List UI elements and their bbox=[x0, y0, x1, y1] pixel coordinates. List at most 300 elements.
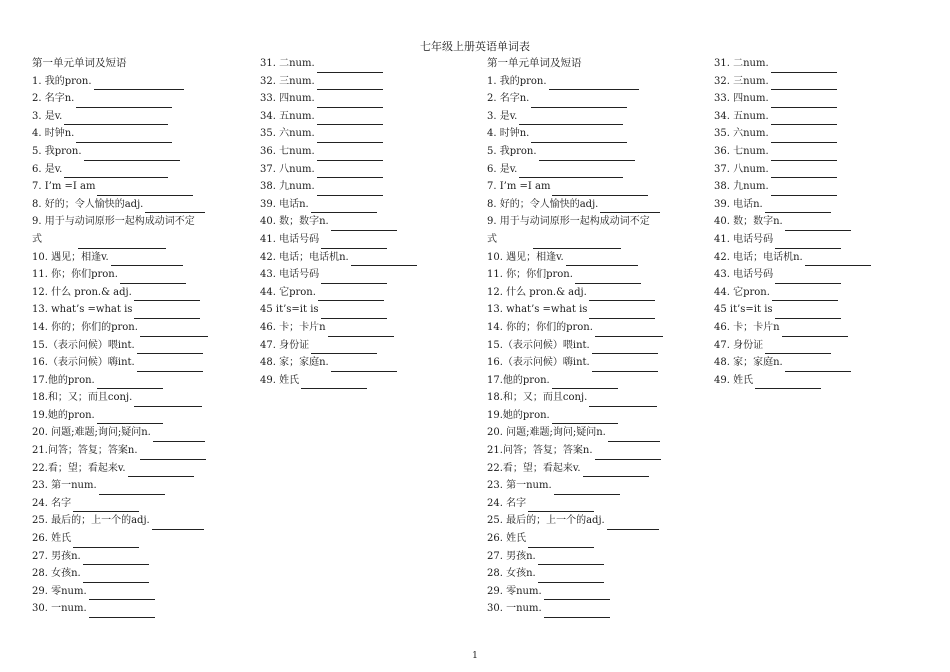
answer-blank bbox=[128, 464, 194, 477]
answer-blank bbox=[771, 130, 837, 143]
vocab-prompt: 40. 数；数字n. bbox=[260, 216, 329, 228]
answer-blank bbox=[552, 411, 618, 424]
vocab-prompt: 3. 是v. bbox=[487, 110, 518, 122]
answer-blank bbox=[94, 77, 184, 90]
answer-blank bbox=[771, 165, 837, 178]
answer-blank bbox=[317, 60, 383, 73]
vocab-prompt: 5. 我pron. bbox=[32, 145, 82, 157]
answer-blank bbox=[608, 429, 660, 442]
answer-blank bbox=[544, 587, 610, 600]
vocab-item bbox=[32, 319, 208, 337]
vocab-prompt: 36. 七num. bbox=[714, 145, 769, 157]
answer-blank bbox=[549, 77, 639, 90]
vocab-prompt: 23. 第一num. bbox=[487, 480, 552, 492]
vocab-item bbox=[32, 178, 208, 196]
vocab-item bbox=[487, 407, 663, 425]
vocab-prompt: 42. 电话；电话机n. bbox=[260, 251, 349, 263]
vocab-item bbox=[714, 337, 871, 355]
answer-blank bbox=[89, 587, 155, 600]
vocab-prompt: 8. 好的；令人愉快的adj. bbox=[32, 198, 144, 210]
vocab-item bbox=[487, 389, 663, 407]
answer-blank bbox=[321, 271, 387, 284]
vocab-item bbox=[487, 161, 663, 179]
vocab-item bbox=[487, 337, 663, 355]
answer-blank bbox=[595, 324, 663, 337]
answer-blank bbox=[321, 306, 387, 319]
vocab-item bbox=[32, 548, 208, 566]
vocab-prompt: 20. 问题;难题;询问;疑问n. bbox=[487, 427, 606, 439]
vocab-prompt: 1. 我的pron. bbox=[32, 75, 92, 87]
vocab-prompt: 24. 名字 bbox=[32, 497, 72, 509]
vocab-prompt: 10. 遇见；相逢v. bbox=[487, 251, 564, 263]
answer-blank bbox=[575, 271, 641, 284]
vocab-item bbox=[260, 90, 417, 108]
answer-blank bbox=[589, 306, 655, 319]
answer-blank bbox=[140, 324, 208, 337]
answer-blank bbox=[311, 200, 377, 213]
answer-blank bbox=[589, 394, 657, 407]
vocab-prompt: 33. 四num. bbox=[714, 93, 769, 105]
answer-blank bbox=[153, 429, 205, 442]
vocab-item bbox=[487, 73, 663, 91]
answer-blank bbox=[765, 200, 831, 213]
vocab-item bbox=[32, 372, 208, 390]
word-column-4 bbox=[714, 55, 871, 389]
answer-blank bbox=[805, 253, 871, 266]
vocab-item bbox=[487, 301, 663, 319]
vocab-prompt: 28. 女孩n. bbox=[487, 568, 536, 580]
vocab-prompt: 7. I’m =I am bbox=[487, 181, 551, 193]
answer-blank bbox=[538, 570, 604, 583]
vocab-prompt: 式 bbox=[487, 233, 497, 245]
vocab-prompt: 25. 最后的；上一个的adj. bbox=[32, 515, 150, 527]
vocab-prompt: 29. 零num. bbox=[487, 585, 542, 597]
vocab-item bbox=[32, 73, 208, 91]
vocab-prompt: 22.看；望；看起来v. bbox=[32, 462, 126, 474]
section-heading: 第一单元单词及短语 bbox=[487, 57, 582, 69]
vocab-item bbox=[32, 196, 208, 214]
answer-blank bbox=[137, 341, 203, 354]
vocab-prompt: 19.她的pron. bbox=[32, 409, 95, 421]
vocab-item bbox=[714, 161, 871, 179]
vocab-item bbox=[714, 143, 871, 161]
answer-blank bbox=[772, 288, 838, 301]
vocab-prompt: 48. 家；家庭n. bbox=[714, 357, 783, 369]
answer-blank bbox=[311, 341, 377, 354]
vocab-prompt: 23. 第一num. bbox=[32, 480, 97, 492]
vocab-item bbox=[487, 495, 663, 513]
vocab-prompt: 9. 用于与动词原形一起构成动词不定 bbox=[487, 216, 650, 228]
vocab-prompt: 43. 电话号码 bbox=[260, 269, 320, 281]
answer-blank bbox=[84, 148, 180, 161]
vocab-prompt: 2. 名字n. bbox=[487, 93, 530, 105]
answer-blank bbox=[152, 517, 204, 530]
vocab-prompt: 14. 你的；你们的pron. bbox=[487, 321, 593, 333]
vocab-item bbox=[260, 108, 417, 126]
vocab-item bbox=[487, 196, 663, 214]
vocab-prompt: 6. 是v. bbox=[32, 163, 63, 175]
answer-blank bbox=[771, 183, 837, 196]
vocab-prompt: 式 bbox=[32, 233, 42, 245]
vocab-item bbox=[714, 55, 871, 73]
vocab-prompt: 11. 你；你们pron. bbox=[487, 269, 573, 281]
vocab-item bbox=[714, 301, 871, 319]
answer-blank bbox=[771, 148, 837, 161]
answer-blank bbox=[607, 517, 659, 530]
answer-blank bbox=[137, 359, 203, 372]
answer-blank bbox=[97, 376, 163, 389]
vocab-prompt: 31. 二num. bbox=[260, 58, 315, 69]
answer-blank bbox=[566, 253, 638, 266]
vocab-item bbox=[487, 548, 663, 566]
vocab-item bbox=[487, 460, 663, 478]
vocab-item bbox=[487, 354, 663, 372]
vocab-item bbox=[260, 55, 417, 73]
vocab-item bbox=[32, 389, 208, 407]
answer-blank bbox=[771, 95, 837, 108]
vocab-prompt: 38. 九num. bbox=[714, 181, 769, 193]
vocab-item bbox=[260, 337, 417, 355]
vocab-item bbox=[260, 196, 417, 214]
vocab-prompt: 41. 电话号码 bbox=[260, 233, 320, 245]
answer-blank bbox=[528, 535, 594, 548]
vocab-prompt: 12. 什么 pron.& adj. bbox=[32, 286, 132, 298]
vocab-prompt: 24. 名字 bbox=[487, 497, 527, 509]
vocab-prompt: 27. 男孩n. bbox=[32, 550, 81, 562]
vocab-prompt: 38. 九num. bbox=[260, 181, 315, 193]
vocab-item bbox=[260, 354, 417, 372]
vocab-item bbox=[32, 495, 208, 513]
answer-blank bbox=[140, 447, 206, 460]
answer-blank bbox=[134, 394, 202, 407]
answer-blank bbox=[328, 324, 394, 337]
answer-blank bbox=[321, 236, 387, 249]
vocab-item bbox=[487, 583, 663, 601]
vocab-item bbox=[487, 530, 663, 548]
answer-blank bbox=[600, 200, 660, 213]
vocab-item bbox=[714, 372, 871, 390]
vocab-item bbox=[260, 143, 417, 161]
vocab-item bbox=[32, 284, 208, 302]
vocab-item bbox=[714, 319, 871, 337]
answer-blank bbox=[583, 464, 649, 477]
vocab-prompt: 5. 我pron. bbox=[487, 145, 537, 157]
answer-blank bbox=[73, 499, 139, 512]
answer-blank bbox=[120, 271, 186, 284]
answer-blank bbox=[97, 183, 193, 196]
vocab-item bbox=[32, 530, 208, 548]
vocab-item bbox=[487, 178, 663, 196]
vocab-prompt: 10. 遇见；相逢v. bbox=[32, 251, 109, 263]
vocab-prompt: 40. 数；数字n. bbox=[714, 216, 783, 228]
vocab-item bbox=[32, 249, 208, 267]
answer-blank bbox=[765, 341, 831, 354]
answer-blank bbox=[83, 552, 149, 565]
vocab-prompt: 49. 姓氏 bbox=[714, 374, 754, 386]
answer-blank bbox=[554, 482, 620, 495]
vocab-prompt: 39. 电话n. bbox=[260, 198, 309, 210]
vocab-item bbox=[714, 178, 871, 196]
answer-blank bbox=[64, 165, 168, 178]
vocab-prompt: 7. I’m =I am bbox=[32, 181, 96, 193]
vocab-item bbox=[260, 249, 417, 267]
vocab-prompt: 34. 五num. bbox=[260, 110, 315, 122]
vocab-prompt: 18.和；又；而且conj. bbox=[32, 392, 133, 404]
answer-blank bbox=[317, 130, 383, 143]
answer-blank bbox=[595, 447, 661, 460]
answer-blank bbox=[785, 359, 851, 372]
vocab-item bbox=[32, 266, 208, 284]
vocab-item bbox=[260, 319, 417, 337]
vocab-item bbox=[32, 460, 208, 478]
vocab-prompt: 46. 卡；卡片n bbox=[714, 321, 780, 333]
vocab-item bbox=[32, 424, 208, 442]
vocab-item bbox=[32, 512, 208, 530]
vocab-item bbox=[32, 213, 208, 231]
vocab-prompt: 27. 男孩n. bbox=[487, 550, 536, 562]
vocab-prompt: 44. 它pron. bbox=[714, 286, 770, 298]
answer-blank bbox=[76, 95, 172, 108]
vocab-item bbox=[714, 90, 871, 108]
answer-blank bbox=[755, 376, 821, 389]
vocab-item bbox=[487, 319, 663, 337]
vocab-item bbox=[260, 161, 417, 179]
vocab-prompt: 26. 姓氏 bbox=[32, 533, 72, 545]
vocab-item bbox=[32, 337, 208, 355]
vocab-prompt: 46. 卡；卡片n bbox=[260, 321, 326, 333]
vocab-item bbox=[260, 125, 417, 143]
vocab-prompt: 35. 六num. bbox=[714, 128, 769, 140]
vocab-prompt: 13. what’s =what is bbox=[32, 304, 133, 316]
vocab-item bbox=[32, 90, 208, 108]
vocab-item bbox=[260, 284, 417, 302]
vocab-prompt: 4. 时钟n. bbox=[32, 128, 75, 140]
vocab-prompt: 8. 好的；令人愉快的adj. bbox=[487, 198, 599, 210]
vocab-prompt: 9. 用于与动词原形一起构成动词不定 bbox=[32, 216, 195, 228]
answer-blank bbox=[145, 200, 205, 213]
vocab-item bbox=[32, 231, 208, 249]
vocab-prompt: 4. 时钟n. bbox=[487, 128, 530, 140]
answer-blank bbox=[771, 77, 837, 90]
vocab-item bbox=[487, 512, 663, 530]
vocab-item bbox=[32, 354, 208, 372]
vocab-prompt: 36. 七num. bbox=[260, 145, 315, 157]
answer-blank bbox=[544, 605, 610, 618]
vocab-item bbox=[487, 266, 663, 284]
answer-blank bbox=[771, 60, 837, 73]
answer-blank bbox=[99, 482, 165, 495]
vocab-prompt: 13. what’s =what is bbox=[487, 304, 588, 316]
answer-blank bbox=[785, 218, 851, 231]
answer-blank bbox=[64, 112, 168, 125]
answer-blank bbox=[317, 148, 383, 161]
answer-blank bbox=[775, 271, 841, 284]
answer-blank bbox=[351, 253, 417, 266]
vocab-item bbox=[32, 125, 208, 143]
word-column-1 bbox=[32, 55, 208, 618]
vocab-item bbox=[487, 442, 663, 460]
answer-blank bbox=[533, 236, 621, 249]
vocab-prompt: 14. 你的；你们的pron. bbox=[32, 321, 138, 333]
answer-blank bbox=[771, 112, 837, 125]
answer-blank bbox=[782, 324, 848, 337]
vocab-prompt: 21.问答；答复；答案n. bbox=[32, 445, 138, 457]
answer-blank bbox=[76, 130, 172, 143]
vocab-item bbox=[714, 73, 871, 91]
vocab-prompt: 6. 是v. bbox=[487, 163, 518, 175]
answer-blank bbox=[528, 499, 594, 512]
vocab-item bbox=[714, 249, 871, 267]
answer-blank bbox=[134, 306, 200, 319]
answer-blank bbox=[73, 535, 139, 548]
vocab-prompt: 25. 最后的；上一个的adj. bbox=[487, 515, 605, 527]
vocab-prompt: 11. 你；你们pron. bbox=[32, 269, 118, 281]
vocab-item bbox=[32, 583, 208, 601]
answer-blank bbox=[97, 411, 163, 424]
vocab-prompt: 43. 电话号码 bbox=[714, 269, 774, 281]
answer-blank bbox=[78, 236, 166, 249]
vocab-prompt: 44. 它pron. bbox=[260, 286, 316, 298]
answer-blank bbox=[531, 95, 627, 108]
vocab-item bbox=[714, 196, 871, 214]
answer-blank bbox=[134, 288, 200, 301]
vocab-item bbox=[32, 600, 208, 618]
vocab-item bbox=[714, 266, 871, 284]
vocab-item bbox=[714, 125, 871, 143]
answer-blank bbox=[592, 359, 658, 372]
vocab-item bbox=[32, 143, 208, 161]
vocab-prompt: 3. 是v. bbox=[32, 110, 63, 122]
vocab-item bbox=[32, 108, 208, 126]
word-column-2 bbox=[260, 55, 417, 389]
vocab-prompt: 42. 电话；电话机n. bbox=[714, 251, 803, 263]
vocab-item bbox=[260, 301, 417, 319]
answer-blank bbox=[552, 376, 618, 389]
vocab-item bbox=[487, 249, 663, 267]
answer-blank bbox=[317, 95, 383, 108]
vocab-prompt: 21.问答；答复；答案n. bbox=[487, 445, 593, 457]
vocab-prompt: 17.他的pron. bbox=[487, 374, 550, 386]
vocab-prompt: 47. 身份证 bbox=[260, 339, 310, 351]
vocab-item bbox=[32, 407, 208, 425]
vocab-prompt: 37. 八num. bbox=[260, 163, 315, 175]
vocab-item bbox=[714, 354, 871, 372]
answer-blank bbox=[331, 218, 397, 231]
answer-blank bbox=[318, 288, 384, 301]
vocab-item bbox=[487, 125, 663, 143]
vocab-prompt: 20. 问题;难题;询问;疑问n. bbox=[32, 427, 151, 439]
answer-blank bbox=[592, 341, 658, 354]
vocab-item bbox=[487, 372, 663, 390]
answer-blank bbox=[775, 236, 841, 249]
vocab-prompt: 18.和；又；而且conj. bbox=[487, 392, 588, 404]
vocab-item bbox=[260, 372, 417, 390]
vocab-item bbox=[487, 565, 663, 583]
vocab-prompt: 17.他的pron. bbox=[32, 374, 95, 386]
answer-blank bbox=[519, 112, 623, 125]
vocab-prompt: 22.看；望；看起来v. bbox=[487, 462, 581, 474]
vocab-prompt: 16.（表示问候）嗨int. bbox=[487, 357, 590, 369]
vocab-prompt: 49. 姓氏 bbox=[260, 374, 300, 386]
vocab-item bbox=[32, 301, 208, 319]
answer-blank bbox=[83, 570, 149, 583]
vocab-item bbox=[32, 442, 208, 460]
answer-blank bbox=[301, 376, 367, 389]
answer-blank bbox=[552, 183, 648, 196]
vocab-item bbox=[487, 213, 663, 231]
vocab-item bbox=[487, 90, 663, 108]
vocab-item bbox=[714, 231, 871, 249]
vocab-item bbox=[260, 73, 417, 91]
answer-blank bbox=[317, 165, 383, 178]
answer-blank bbox=[519, 165, 623, 178]
vocab-prompt: 28. 女孩n. bbox=[32, 568, 81, 580]
answer-blank bbox=[331, 359, 397, 372]
vocab-item bbox=[260, 213, 417, 231]
vocab-item bbox=[487, 600, 663, 618]
vocab-prompt: 32. 三num. bbox=[714, 75, 769, 87]
vocab-item bbox=[487, 108, 663, 126]
vocab-prompt: 34. 五num. bbox=[714, 110, 769, 122]
vocab-prompt: 15.（表示问候）喂int. bbox=[32, 339, 135, 351]
vocab-item bbox=[260, 231, 417, 249]
vocab-prompt: 33. 四num. bbox=[260, 93, 315, 105]
answer-blank bbox=[89, 605, 155, 618]
vocab-item bbox=[714, 284, 871, 302]
vocab-item bbox=[487, 231, 663, 249]
vocab-item bbox=[714, 213, 871, 231]
vocab-prompt: 2. 名字n. bbox=[32, 93, 75, 105]
page-number: 1 bbox=[472, 651, 478, 661]
answer-blank bbox=[531, 130, 627, 143]
vocab-prompt: 32. 三num. bbox=[260, 75, 315, 87]
answer-blank bbox=[317, 112, 383, 125]
vocab-prompt: 37. 八num. bbox=[714, 163, 769, 175]
answer-blank bbox=[589, 288, 655, 301]
answer-blank bbox=[538, 552, 604, 565]
vocab-item bbox=[487, 284, 663, 302]
vocab-prompt: 47. 身份证 bbox=[714, 339, 764, 351]
answer-blank bbox=[775, 306, 841, 319]
vocab-prompt: 31. 二num. bbox=[714, 58, 769, 69]
vocab-prompt: 12. 什么 pron.& adj. bbox=[487, 286, 587, 298]
vocab-prompt: 45 it’s=it is bbox=[260, 304, 319, 316]
vocab-item bbox=[32, 565, 208, 583]
vocab-item bbox=[32, 477, 208, 495]
vocab-prompt: 16.（表示问候）嗨int. bbox=[32, 357, 135, 369]
vocab-item bbox=[260, 266, 417, 284]
vocab-item bbox=[260, 178, 417, 196]
vocab-item bbox=[487, 143, 663, 161]
page-title: 七年级上册英语单词表 bbox=[420, 40, 530, 53]
vocab-item bbox=[32, 161, 208, 179]
vocab-item bbox=[487, 477, 663, 495]
vocab-prompt: 26. 姓氏 bbox=[487, 533, 527, 545]
answer-blank bbox=[317, 183, 383, 196]
vocab-prompt: 19.她的pron. bbox=[487, 409, 550, 421]
vocab-prompt: 30. 一num. bbox=[32, 603, 87, 615]
vocab-prompt: 39. 电话n. bbox=[714, 198, 763, 210]
answer-blank bbox=[111, 253, 183, 266]
vocab-prompt: 30. 一num. bbox=[487, 603, 542, 615]
vocab-prompt: 41. 电话号码 bbox=[714, 233, 774, 245]
word-column-3 bbox=[487, 55, 663, 618]
answer-blank bbox=[317, 77, 383, 90]
vocab-prompt: 48. 家；家庭n. bbox=[260, 357, 329, 369]
vocab-prompt: 1. 我的pron. bbox=[487, 75, 547, 87]
vocab-item bbox=[714, 108, 871, 126]
vocab-prompt: 35. 六num. bbox=[260, 128, 315, 140]
